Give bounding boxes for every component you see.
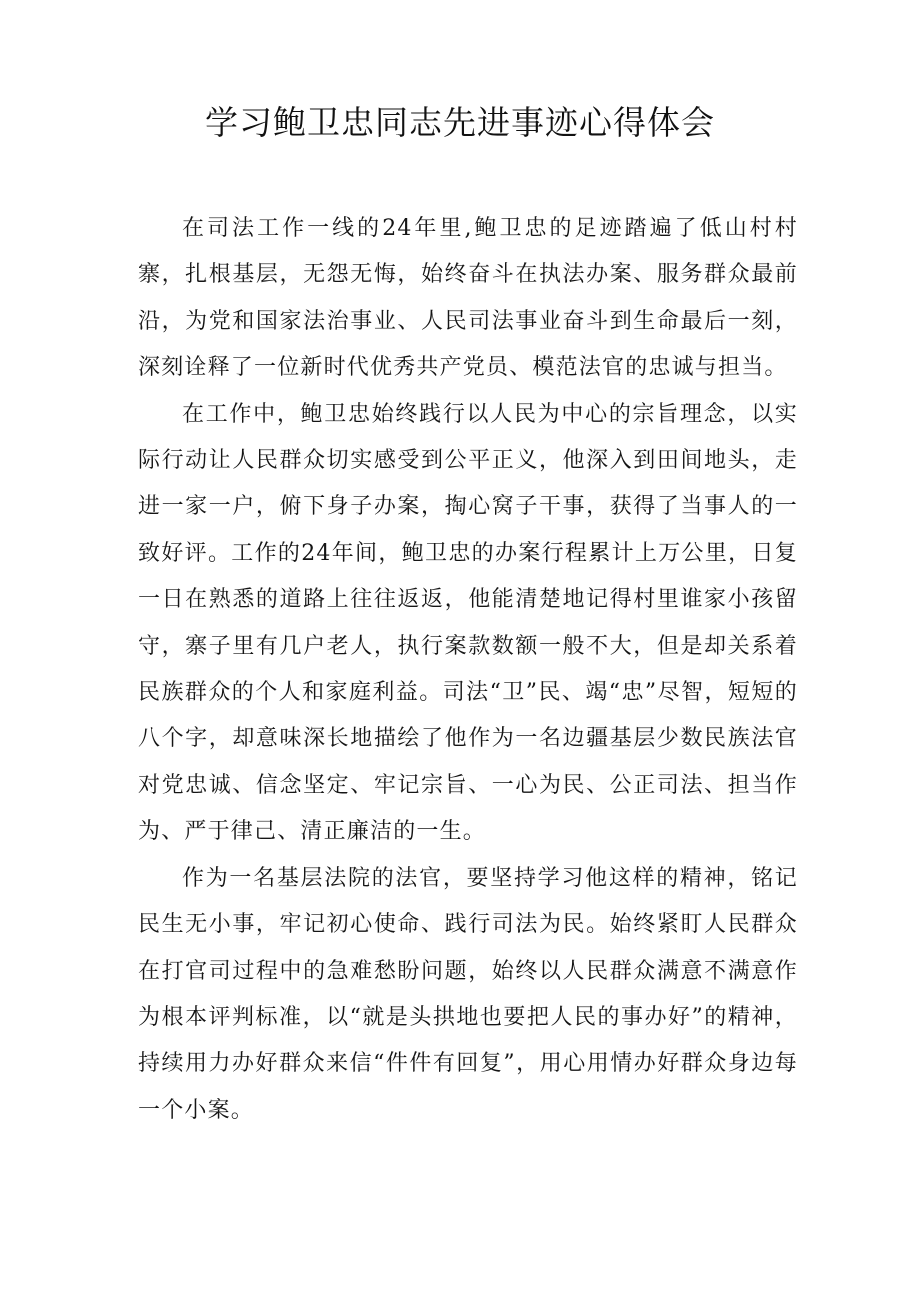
document-body: [138, 206, 798, 1134]
document-title: 学习鲍卫忠同志先进事迹心得体会: [205, 103, 715, 142]
paragraph-3: 作为一名基层法院的法官，要坚持学习他这样的精神，铭记民生无小事，牢记初心使命、践行司法为民。始终紧盯人民群众在打官司过程中的急难愁盼问题，始终以人民群众满意不满意作为根本评判标准，以“就是头拱地也要把人民的事办好”的精神，持续用力办好群众来信“件件有回复”，用心用情办好群众身边每一个小案。: [138, 865, 798, 1123]
paragraph-1: 在司法工作一线的24年里,鲍卫忠的足迹踏遍了低山村村寨，扎根基层，无怨无悔，始终奋斗在执法办案、服务群众最前沿，为党和国家法治事业、人民司法事业奋斗到生命最后一刻，深刻诠释了一位新时代优秀共产党员、模范法官的忠诚与担当。: [138, 216, 798, 381]
paragraph-2: 在工作中，鲍卫忠始终践行以人民为中心的宗旨理念，以实际行动让人民群众切实感受到公平正义，他深入到田间地头，走进一家一户，俯下身子办案，掏心窝子干事，获得了当事人的一致好评。工作的24年间，鲍卫忠的办案行程累计上万公里，日复一日在熟悉的道路上往往返返，他能清楚地记得村里谁家小孩留守，寨子里有几户老人，执行案款数额一般不大，但是却关系着民族群众的个人和家庭利益。司法“卫”民、竭“忠”尽智，短短的八个字，却意味深长地描绘了他作为一名边疆基层少数民族法官对党忠诚、信念坚定、牢记宗旨、一心为民、公正司法、担当作为、严于律己、清正廉洁的一生。: [138, 401, 798, 845]
